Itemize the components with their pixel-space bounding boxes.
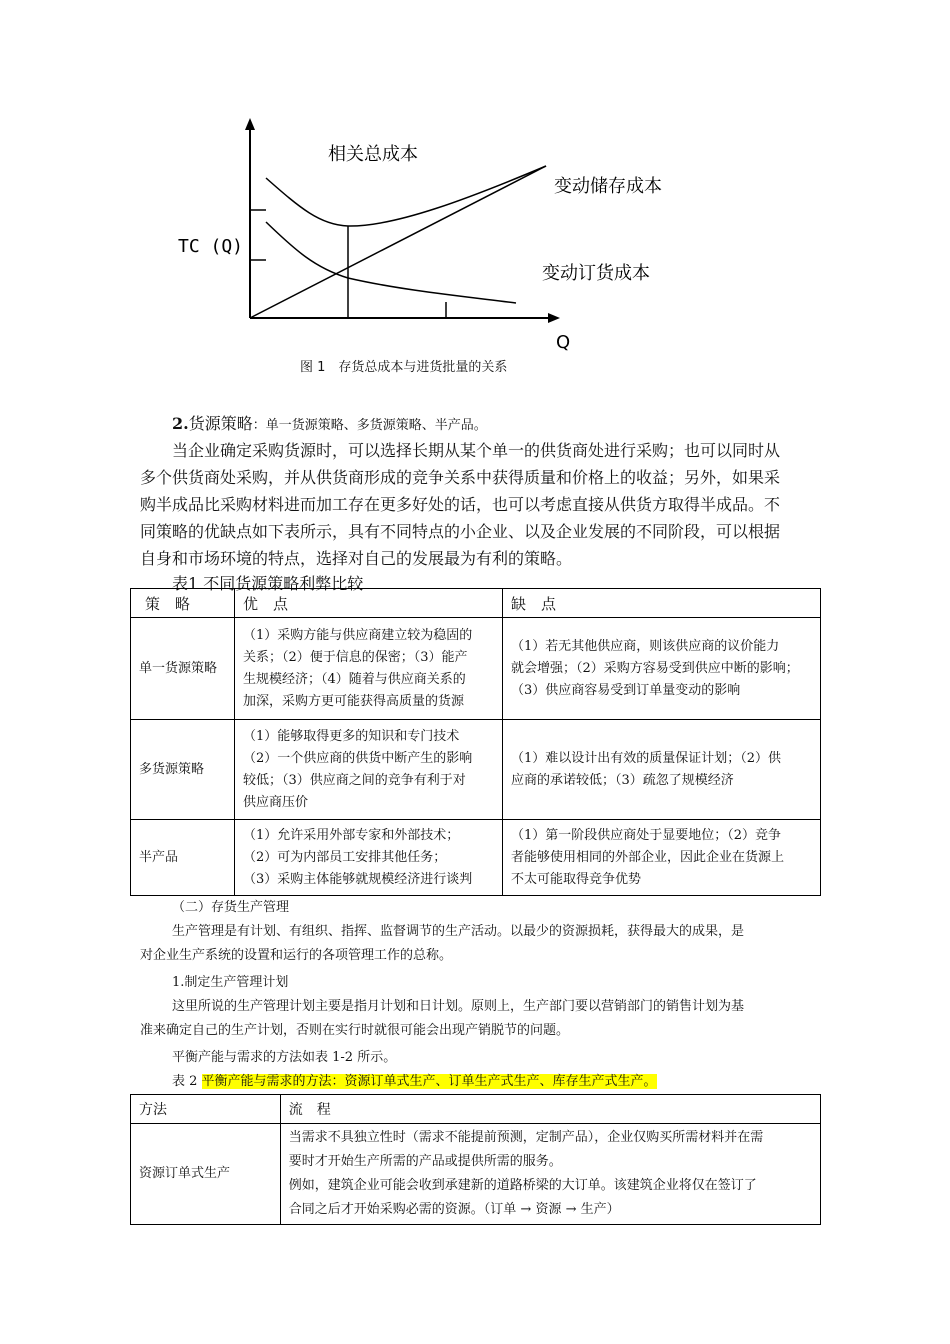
section2-heading: [140, 410, 810, 438]
strategy-table: [130, 588, 821, 896]
table-row: [131, 618, 821, 720]
header-cons: 缺 点: [503, 589, 821, 618]
holding-cost-line: [250, 166, 546, 318]
row-name: 半产品: [131, 820, 235, 896]
heading-rest: ：单一货源策略、多货源策略、半产品。: [252, 418, 487, 433]
cost-figure: [170, 110, 690, 360]
para-line: 购半成品比采购材料进而加工存在更多好处的话，也可以考虑直接从供货方取得半成品。不: [140, 495, 781, 514]
y-axis-arrow: [245, 118, 255, 130]
section-prod-heading: （二）存货生产管理: [172, 900, 290, 915]
table-header-row: [131, 589, 821, 618]
heading-number: 2.: [172, 414, 189, 433]
header-flow: 流 程: [280, 1095, 820, 1124]
y-axis-label: TC (Q): [178, 236, 244, 257]
section-prod-subheading: 1.制定生产管理计划: [172, 975, 289, 990]
x-axis-arrow: [548, 313, 560, 323]
row-cons: （1）难以设计出有效的质量保证计划；（2）供 应商的承诺较低；（3）疏忽了规模经济: [503, 720, 821, 820]
holding-cost-label: 变动储存成本: [554, 176, 662, 197]
row-pros: （1）允许采用外部专家和外部技术； （2）可为内部员工安排其他任务； （3）采购主体能够就规模经济进行谈判: [235, 820, 503, 896]
header-pros: 优 点: [235, 589, 503, 618]
row-name: 单一货源策略: [131, 618, 235, 720]
para-line: 当企业确定采购货源时，可以选择长期从某个单一的供货商处进行采购；也可以同时从: [172, 441, 781, 460]
table1-title: 表1 不同货源策略利弊比较: [172, 574, 364, 593]
header-strategy: 策 略: [131, 589, 235, 618]
section-prod-para2: 这里所说的生产管理计划主要是指月计划和日计划。原则上，生产部门要以营销部门的销售计划为基 准来确定自己的生产计划，否则在实行时就很可能会出现产销脱节的问题。: [140, 999, 745, 1038]
heading-text: 货源策略: [188, 414, 253, 433]
row-pros: （1）能够取得更多的知识和专门技术 （2）一个供应商的供货中断产生的影响 较低；（3）供应商之间的竞争有利于对 供应商压价: [235, 720, 503, 820]
x-axis-label: Q: [556, 332, 571, 353]
table-row: [131, 1124, 821, 1225]
ordering-cost-label: 变动订货成本: [542, 263, 650, 284]
row-name: 多货源策略: [131, 720, 235, 820]
production-method-table: [130, 1094, 821, 1225]
cost-curve-chart: [170, 110, 690, 360]
table-row: [131, 720, 821, 820]
row-flow: 当需求不具独立性时（需求不能提前预测，定制产品），企业仅购买所需材料并在需 要时才开始生产所需的产品或提供所需的服务。 例如，建筑企业可能会收到承建新的道路桥梁的大订单。该建筑企业将仅在签订了 合同之后才开始采购必需的资源。（订单 → 资源 → 生产）: [280, 1124, 820, 1225]
section2-paragraph: [140, 437, 810, 572]
section-prod-para1: 生产管理是有计划、有组织、指挥、监督调节的生产活动。以最少的资源损耗，获得最大的成果，是 对企业生产系统的设置和运行的各项管理工作的总称。: [140, 924, 745, 963]
header-method: 方法: [131, 1095, 281, 1124]
total-cost-curve: [266, 166, 546, 226]
para-line: 多个供货商处采购，并从供货商形成的竞争关系中获得质量和价格上的收益；另外，如果采: [140, 468, 781, 487]
table2-title: 表 2 平衡产能与需求的方法：资源订单式生产、订单生产式生产、库存生产式生产。: [172, 1074, 657, 1089]
row-pros: （1）采购方能与供应商建立较为稳固的 关系；（2）便于信息的保密；（3）能产 生规模经济；（4）随着与供应商关系的 加深，采购方更可能获得高质量的货源: [235, 618, 503, 720]
section-prod-para3: 平衡产能与需求的方法如表 1-2 所示。: [172, 1050, 397, 1065]
table-header-row: [131, 1095, 821, 1124]
para-line: 自身和市场环境的特点，选择对自己的发展最为有利的策略。: [140, 549, 573, 568]
para-line: 同策略的优缺点如下表所示，具有不同特点的小企业、以及企业发展的不同阶段，可以根据: [140, 522, 781, 541]
figure-caption: 图 1 存货总成本与进货批量的关系: [300, 360, 508, 375]
table2-title-highlight: 平衡产能与需求的方法：资源订单式生产、订单生产式生产、库存生产式生产。: [201, 1074, 657, 1089]
row-name: 资源订单式生产: [131, 1124, 281, 1225]
row-cons: （1）第一阶段供应商处于显要地位；（2）竞争 者能够使用相同的外部企业，因此企业在货源上 不太可能取得竞争优势: [503, 820, 821, 896]
row-cons: （1）若无其他供应商，则该供应商的议价能力 就会增强；（2）采购方容易受到供应中断的影响； （3）供应商容易受到订单量变动的影响: [503, 618, 821, 720]
total-cost-label: 相关总成本: [328, 144, 418, 165]
table-row: [131, 820, 821, 896]
